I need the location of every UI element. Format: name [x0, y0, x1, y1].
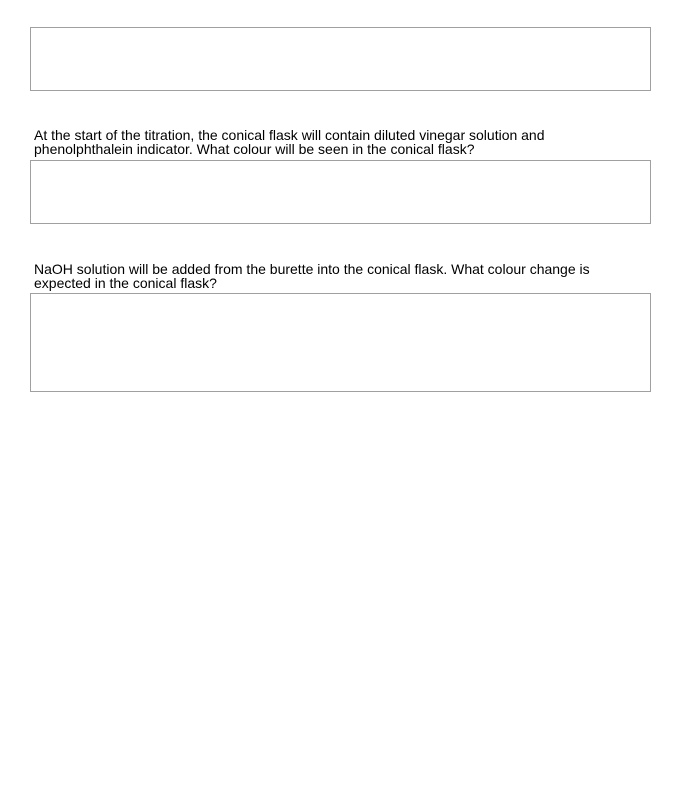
question-2-text: At the start of the titration, the conical flask will contain diluted vinegar solution and phenolphthalein indicator. What colour will be seen in the conical flask?	[34, 127, 545, 157]
question-3-text: NaOH solution will be added from the burette into the conical flask. What colour change is expected in the conical flask?	[34, 261, 590, 291]
answer-box-3[interactable]	[30, 293, 651, 392]
answer-box-2[interactable]	[30, 160, 651, 224]
answer-box-1[interactable]	[30, 27, 651, 91]
